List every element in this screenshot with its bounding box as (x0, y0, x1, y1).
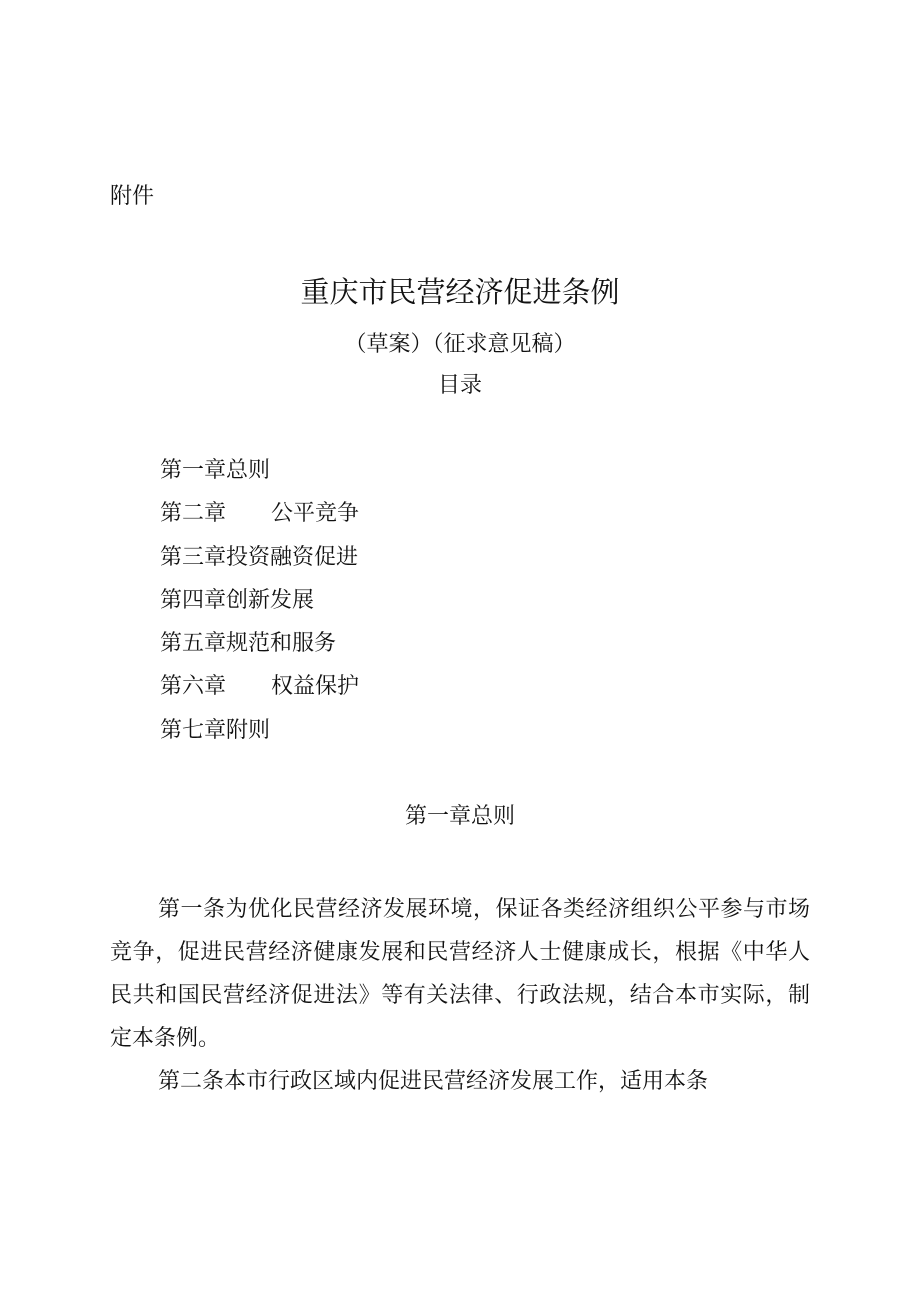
toc-chapter-number: 第七章 (160, 717, 227, 743)
document-title: 重庆市民营经济促进条例 (300, 275, 620, 309)
toc-item (160, 586, 359, 629)
toc-chapter-number: 第五章 (160, 631, 227, 657)
article-body (110, 888, 810, 1103)
toc-item (160, 672, 359, 715)
chapter-heading: 第一章总则 (404, 804, 515, 829)
article-paragraph: 第一条为优化民营经济发展环境，保证各类经济组织公平参与市场竞争，促进民营经济健康发展和民营经济人士健康成长，根据《中华人民共和国民营经济促进法》等有关法律、行政法规，结合本市实际，制定本条例。 (110, 897, 810, 1051)
toc-chapter-name: 创新发展 (226, 587, 315, 613)
toc-chapter-name: 附则 (226, 717, 271, 743)
toc-chapter-name: 公平竞争 (271, 501, 360, 527)
toc-heading: 目录 (437, 373, 482, 398)
toc-item (160, 499, 359, 542)
toc-item (160, 543, 359, 586)
toc-chapter-number: 第四章 (160, 587, 227, 613)
toc-chapter-name: 投资融资促进 (226, 544, 359, 570)
attachment-label: 附件 (110, 184, 155, 209)
toc-chapter-name: 总则 (226, 458, 271, 483)
toc-chapter-number: 第三章 (160, 544, 227, 570)
toc-chapter-name: 规范和服务 (226, 631, 337, 657)
toc-chapter-name: 权益保护 (271, 674, 360, 700)
article-paragraph: 第二条本市行政区域内促进民营经济发展工作，适用本条 (158, 1069, 709, 1094)
toc-item (160, 629, 359, 672)
document-subtitle: （草案）（征求意见稿） (344, 332, 576, 357)
toc-chapter-number: 第一章 (160, 458, 227, 483)
toc-item (160, 716, 359, 759)
toc-chapter-number: 第二章 (160, 501, 227, 527)
table-of-contents (160, 456, 359, 759)
toc-item (160, 456, 359, 499)
toc-chapter-number: 第六章 (160, 674, 227, 700)
